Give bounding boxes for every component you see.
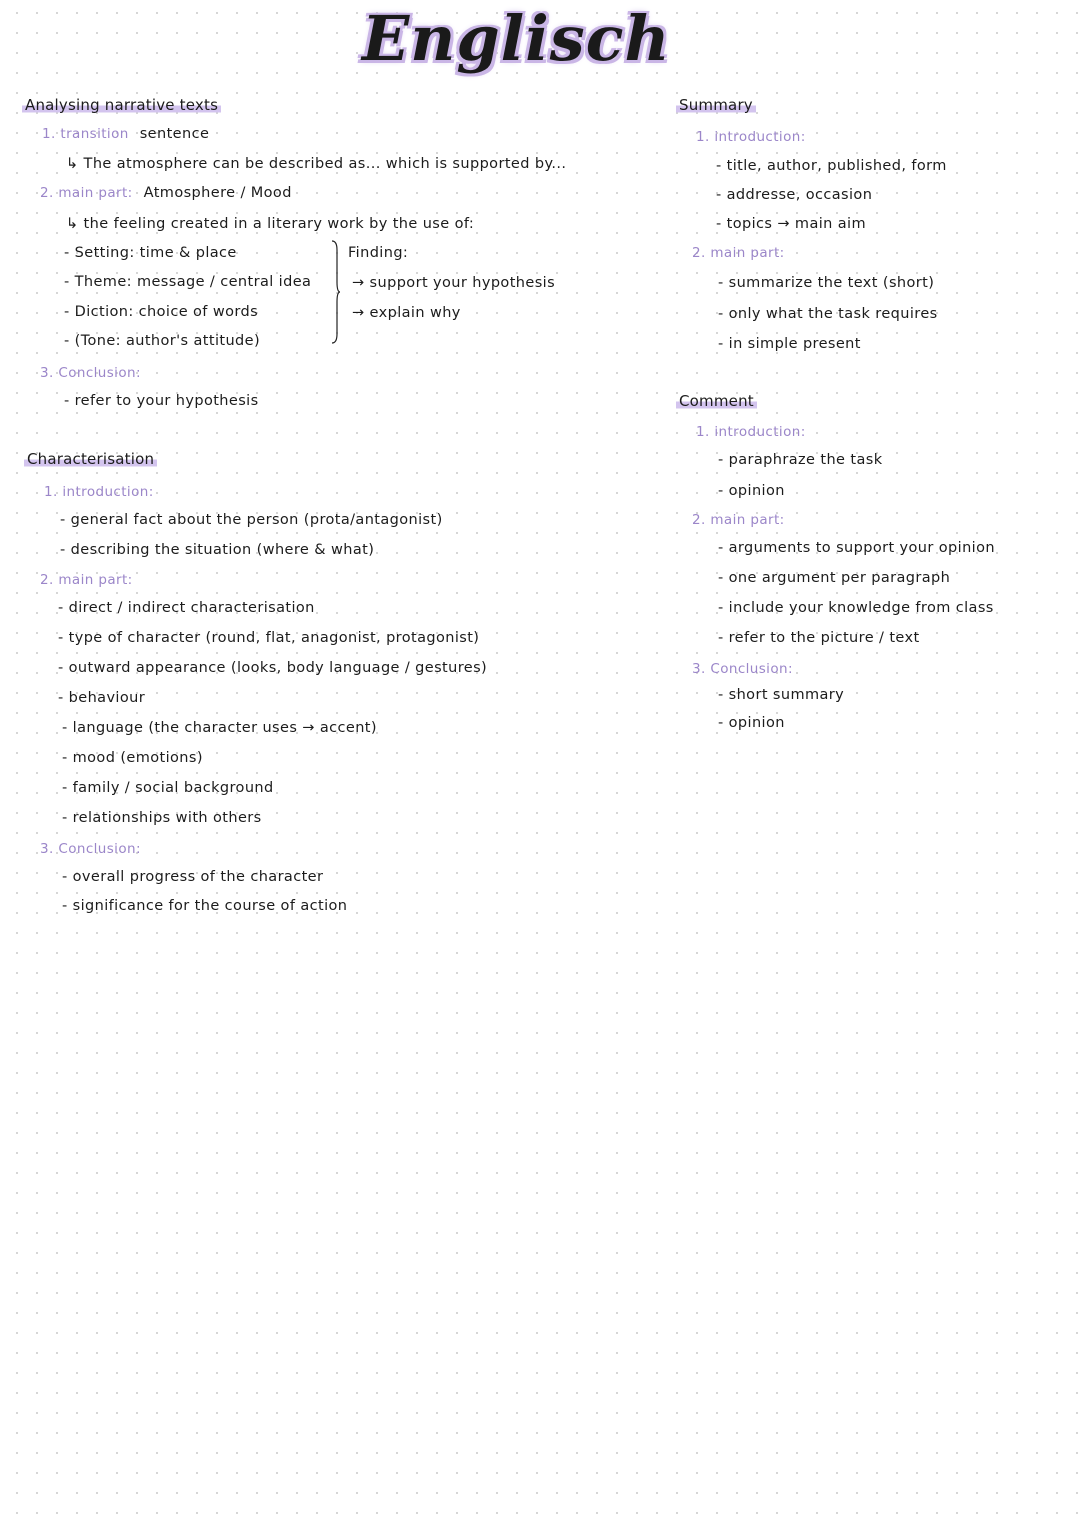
page-title: Englisch [362,2,671,75]
note-line: ↳ the feeling created in a literary work by the use of: [66,216,475,232]
step-transition [42,125,209,143]
list-item: - outward appearance (looks, body language / gestures) [58,660,488,676]
step-number: 2. main part: [40,185,133,201]
step-main-part: 2. main part: [40,572,133,588]
step-conclusion: 3. Conclusion: [692,661,793,677]
step-introduction: 1. introduction: [696,424,806,440]
list-item: - summarize the text (short) [718,275,935,291]
heading-highlight: Comment [676,392,757,410]
heading-highlight: Analysing narrative texts [22,96,221,114]
list-item: - addresse, occasion [716,187,873,203]
step-introduction: 1. introduction: [44,484,154,500]
list-item: - refer to the picture / text [718,630,920,646]
finding-item: → explain why [352,305,461,321]
list-item: - (Tone: author's attitude) [64,333,261,349]
list-item: - only what the task requires [718,306,938,322]
list-item: - include your knowledge from class [718,600,994,616]
list-item: - arguments to support your opinion [718,540,995,556]
step-main-part: 2. main part: [692,245,785,261]
step-main-part [40,184,292,202]
list-item: - mood (emotions) [62,750,203,766]
list-item: - relationships with others [62,810,262,826]
list-item: - short summary [718,687,845,703]
list-item: - type of character (round, flat, anagonist, protagonist) [58,630,480,646]
step-introduction: 1. introduction: [696,129,806,145]
list-item: - significance for the course of action [62,898,348,914]
list-item: - behaviour [58,690,146,706]
finding-item: → support your hypothesis [352,275,556,291]
list-item: - opinion [718,483,785,499]
step-conclusion: 3. Conclusion: [40,841,141,857]
list-item: - paraphraze the task [718,452,883,468]
list-item: - overall progress of the character [62,869,324,885]
list-item: - topics → main aim [716,216,867,232]
list-item: - direct / indirect characterisation [58,600,315,616]
list-item: - opinion [718,715,785,731]
section-heading [676,392,757,410]
heading-highlight: Summary [676,96,756,114]
list-item: - Setting: time & place [64,245,237,261]
list-item: - language (the character uses → accent) [62,720,377,736]
step-label: sentence [139,126,210,142]
section-heading [676,96,756,114]
step-conclusion: 3. Conclusion: [40,365,141,381]
list-item: - in simple present [718,336,861,352]
list-item: - describing the situation (where & what) [60,542,375,558]
section-heading [22,96,221,114]
list-item: - Theme: message / central idea [64,274,312,290]
finding-label: Finding: [348,245,409,261]
step-label: Atmosphere / Mood [143,185,292,201]
list-item: - one argument per paragraph [718,570,951,586]
note-line: ↳ The atmosphere can be described as... which is supported by... [66,156,567,172]
heading-highlight: Characterisation [24,450,157,468]
curly-brace-icon [330,240,340,344]
step-main-part: 2. main part: [692,512,785,528]
list-item: - family / social background [62,780,274,796]
section-heading [24,450,157,468]
list-item: - refer to your hypothesis [64,393,259,409]
step-number: 1. transition [42,126,129,142]
list-item: - general fact about the person (prota/antagonist) [60,512,443,528]
list-item: - title, author, published, form [716,158,947,174]
list-item: - Diction: choice of words [64,304,259,320]
